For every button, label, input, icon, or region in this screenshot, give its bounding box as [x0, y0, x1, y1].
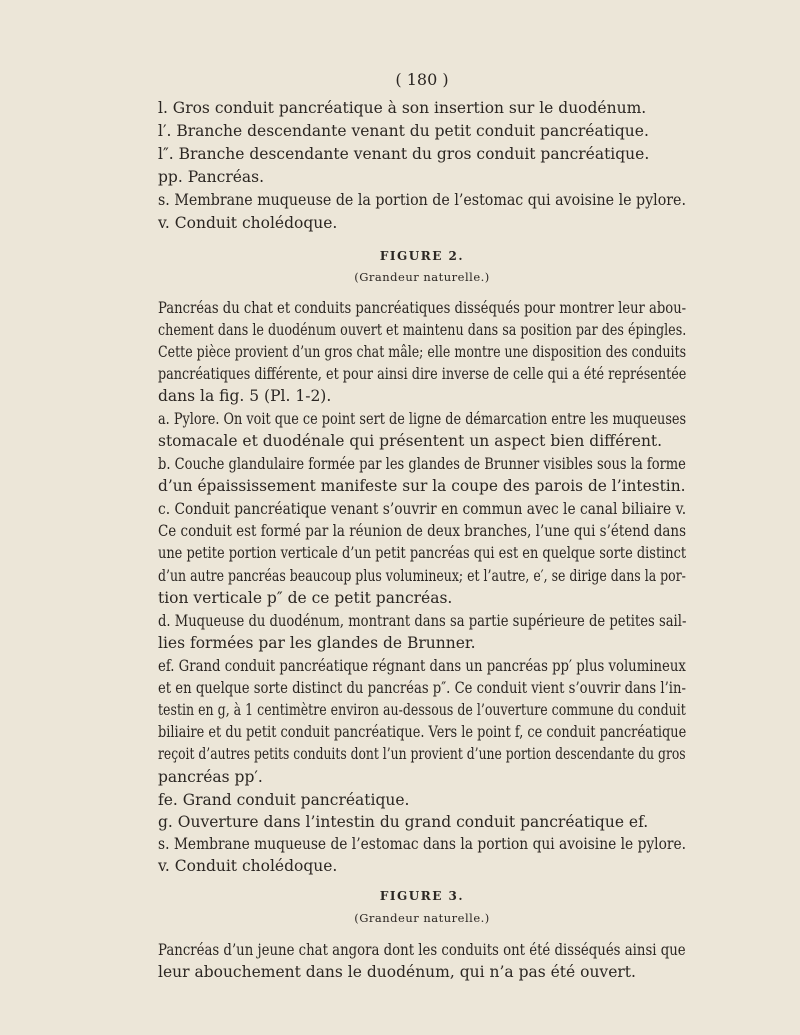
figure-3-title: FIGURE 3.	[379, 889, 465, 903]
body-line: v. Conduit cholédoque.	[158, 857, 338, 875]
body-line: chement dans le duodénum ouvert et maintenu dans sa position par des épingles.	[158, 321, 687, 339]
body-line: dans la fig. 5 (Pl. 1-2).	[158, 387, 332, 405]
body-line: biliaire et du petit conduit pancréatique. Vers le point f, ce conduit pancréatique	[158, 723, 687, 741]
body-line: ef. Grand conduit pancréatique régnant dans un pancréas pp′ plus volumineux	[158, 657, 686, 675]
legend-line: l″. Branche descendante venant du gros conduit pancréatique.	[158, 145, 650, 163]
body-line: d. Muqueuse du duodénum, montrant dans sa partie supérieure de petites sail-	[158, 612, 687, 630]
figure-3-subtitle: (Grandeur naturelle.)	[354, 911, 490, 925]
body-line: une petite portion verticale d’un petit pancréas qui est en quelque sorte distinct	[158, 544, 687, 562]
body-line: pancréatiques différente, et pour ainsi dire inverse de celle qui a été représentée	[158, 365, 687, 383]
body-line: c. Conduit pancréatique venant s’ouvrir en commun avec le canal biliaire v.	[158, 500, 687, 518]
legend-line: pp. Pancréas.	[158, 168, 265, 186]
body-line: pancréas pp′.	[158, 768, 263, 786]
body-line: reçoit d’autres petits conduits dont l’un provient d’une portion descendante du gros	[158, 745, 686, 763]
body-line: d’un épaississement manifeste sur la coupe des parois de l’intestin.	[158, 477, 686, 495]
body-line: leur abouchement dans le duodénum, qui n’a pas été ouvert.	[158, 963, 636, 981]
legend-line: s. Membrane muqueuse de la portion de l’estomac qui avoisine le pylore.	[158, 191, 686, 209]
body-line: Pancréas du chat et conduits pancréatiques disséqués pour montrer leur abou-	[158, 299, 687, 317]
body-line: Ce conduit est formé par la réunion de deux branches, l’une qui s’étend dans	[158, 522, 686, 540]
legend-line: l. Gros conduit pancréatique à son insertion sur le duodénum.	[158, 99, 647, 117]
body-line: g. Ouverture dans l’intestin du grand conduit pancréatique ef.	[158, 813, 649, 831]
body-line: tion verticale p″ de ce petit pancréas.	[158, 589, 453, 607]
figure-2-title: FIGURE 2.	[379, 249, 465, 263]
legend-line: l′. Branche descendante venant du petit conduit pancréatique.	[158, 122, 649, 140]
body-line: d’un autre pancréas beaucoup plus volumineux; et l’autre, e′, se dirige dans la por-	[158, 567, 686, 585]
body-line: a. Pylore. On voit que ce point sert de ligne de démarcation entre les muqueuses	[158, 410, 687, 428]
body-line: Cette pièce provient d’un gros chat mâle; elle montre une disposition des conduits	[158, 343, 687, 361]
body-line: testin en g, à 1 centimètre environ au-dessous de l’ouverture commune du conduit	[158, 701, 686, 719]
legend-line: v. Conduit cholédoque.	[158, 214, 338, 232]
body-line: s. Membrane muqueuse de l’estomac dans la portion qui avoisine le pylore.	[158, 835, 686, 853]
body-line: et en quelque sorte distinct du pancréas p″. Ce conduit vient s’ouvrir dans l’in-	[158, 679, 686, 697]
body-line: b. Couche glandulaire formée par les glandes de Brunner visibles sous la forme	[158, 455, 686, 473]
body-line: fe. Grand conduit pancréatique.	[158, 791, 410, 809]
figure-2-subtitle: (Grandeur naturelle.)	[354, 270, 490, 284]
body-line: stomacale et duodénale qui présentent un aspect bien différent.	[158, 432, 663, 450]
page-number: ( 180 )	[395, 70, 449, 89]
body-line: lies formées par les glandes de Brunner.	[158, 634, 476, 652]
body-line: Pancréas d’un jeune chat angora dont les conduits ont été disséqués ainsi que	[158, 941, 686, 959]
